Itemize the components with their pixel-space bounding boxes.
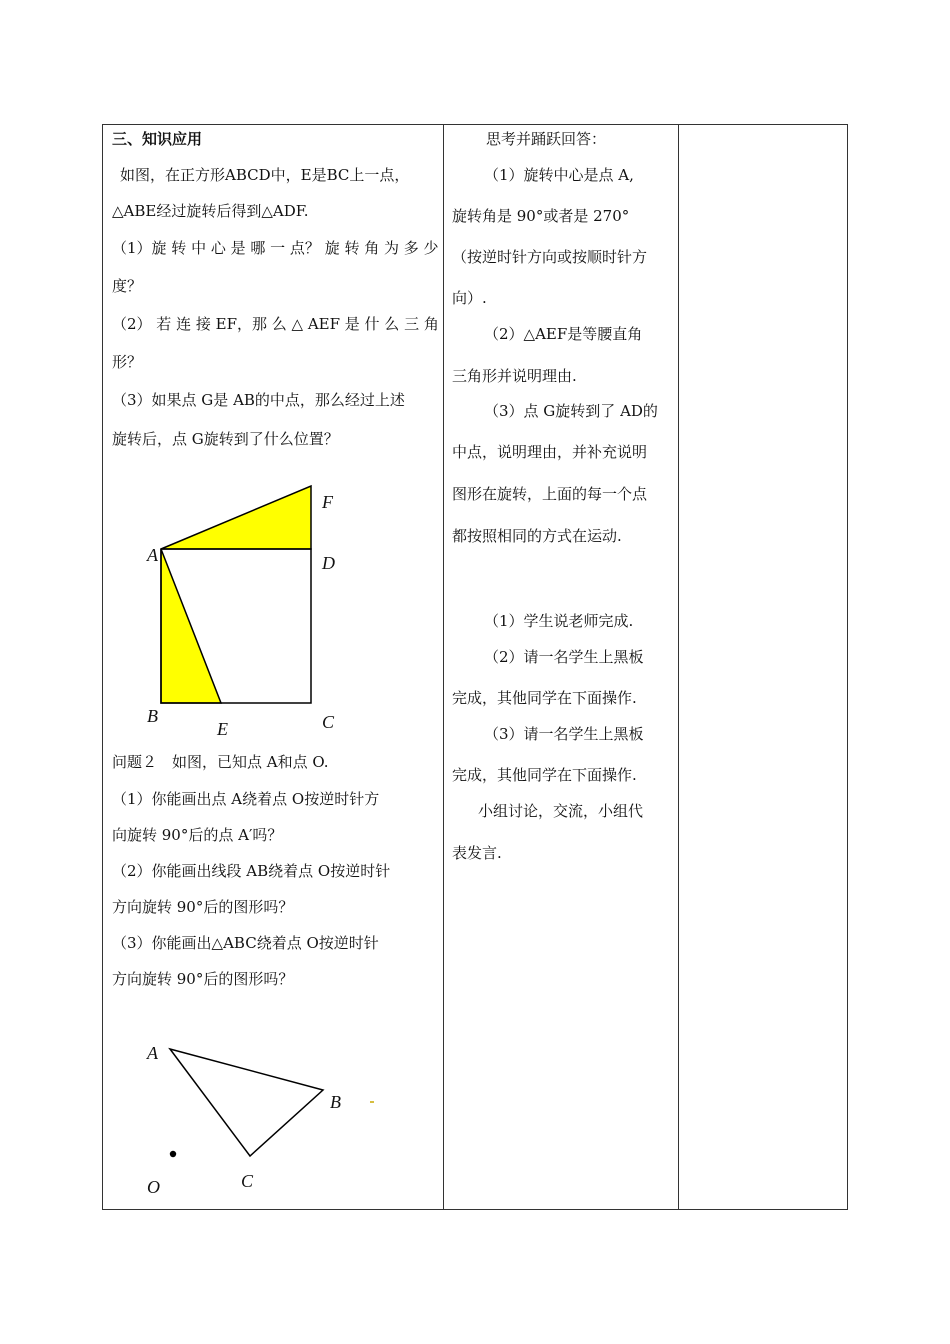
label-a-2: A <box>147 1043 158 1063</box>
answer-line-7: 三角形并说明理由. <box>452 367 577 385</box>
label-a: A <box>147 545 158 565</box>
question-3-line-1: （3）如果点 G是 AB的中点，那么经过上述 <box>112 391 405 409</box>
problem-2-q3-line-2: 方向旋转 90°后的图形吗？ <box>112 970 294 988</box>
answer-line-18: 表发言. <box>452 844 502 862</box>
answer-line-2: （1）旋转中心是点 A, <box>484 166 634 184</box>
problem-2-q2-line-1: （2）你能画出线段 AB绕着点 O按逆时针 <box>112 862 391 880</box>
section-heading: 三、知识应用 <box>112 130 203 148</box>
answer-line-16: 完成，其他同学在下面操作. <box>452 766 637 784</box>
answer-line-6: （2）△AEF是等腰直角 <box>484 325 643 343</box>
triangle-figure <box>103 1005 443 1205</box>
problem-2-q2-line-2: 方向旋转 90°后的图形吗？ <box>112 898 294 916</box>
question-2-line-2: 形？ <box>112 353 143 371</box>
question-1-line-2: 度？ <box>112 277 143 295</box>
intro-line-2: △ABE经过旋转后得到△ADF. <box>112 202 309 220</box>
answer-line-15: （3）请一名学生上黑板 <box>484 725 644 743</box>
middle-column <box>444 125 678 1209</box>
label-b: B <box>147 706 158 726</box>
left-column <box>103 125 443 1209</box>
triangle-adf <box>161 486 311 549</box>
label-e: E <box>217 719 228 739</box>
answer-line-5: 向）. <box>452 289 487 307</box>
question-2-line-1: （2） 若 连 接 EF，那 么 △ AEF 是 什 么 三 角 <box>112 315 439 333</box>
question-1-line-1: （1）旋 转 中 心 是 哪 一 点？ 旋 转 角 为 多 少 <box>112 239 439 257</box>
answer-line-11: 都按照相同的方式在运动. <box>452 527 622 545</box>
answer-line-13: （2）请一名学生上黑板 <box>484 648 644 666</box>
answer-line-12: （1）学生说老师完成. <box>484 612 634 630</box>
answer-line-14: 完成，其他同学在下面操作. <box>452 689 637 707</box>
right-column <box>679 125 847 1209</box>
square-figure <box>103 125 443 745</box>
answer-line-1: 思考并踊跃回答： <box>486 130 607 148</box>
label-b-2: B <box>330 1092 341 1112</box>
problem-2-q1-line-2: 向旋转 90°后的点 A′吗？ <box>112 826 283 844</box>
answer-line-9: 中点，说明理由，并补充说明 <box>452 443 648 461</box>
label-c: C <box>322 712 335 732</box>
answer-line-8: （3）点 G旋转到了 AD的 <box>484 402 658 420</box>
answer-line-4: （按逆时针方向或按顺时针方 <box>452 248 648 266</box>
triangle-abc <box>170 1049 323 1156</box>
answer-line-17: 小组讨论，交流，小组代 <box>478 802 644 820</box>
lesson-table <box>102 124 848 1210</box>
answer-line-3: 旋转角是 90°或者是 270° <box>452 207 630 225</box>
problem-2-q1-line-1: （1）你能画出点 A绕着点 O按逆时针方 <box>112 790 380 808</box>
label-c-2: C <box>241 1171 254 1191</box>
answer-line-10: 图形在旋转，上面的每一个点 <box>452 485 648 503</box>
label-d: D <box>322 553 335 573</box>
problem-2-q3-line-1: （3）你能画出△ABC绕着点 O按逆时针 <box>112 934 379 952</box>
label-o: O <box>147 1177 160 1197</box>
label-f: F <box>322 492 333 512</box>
question-3-line-2: 旋转后，点 G旋转到了什么位置？ <box>112 430 339 448</box>
problem-2-title: 问题２ 如图，已知点 A和点 O. <box>112 753 329 771</box>
triangle-abe <box>161 549 221 703</box>
point-o <box>170 1151 176 1157</box>
intro-line-1: 如图，在正方形ABCD中，E是BC上一点， <box>120 166 410 184</box>
